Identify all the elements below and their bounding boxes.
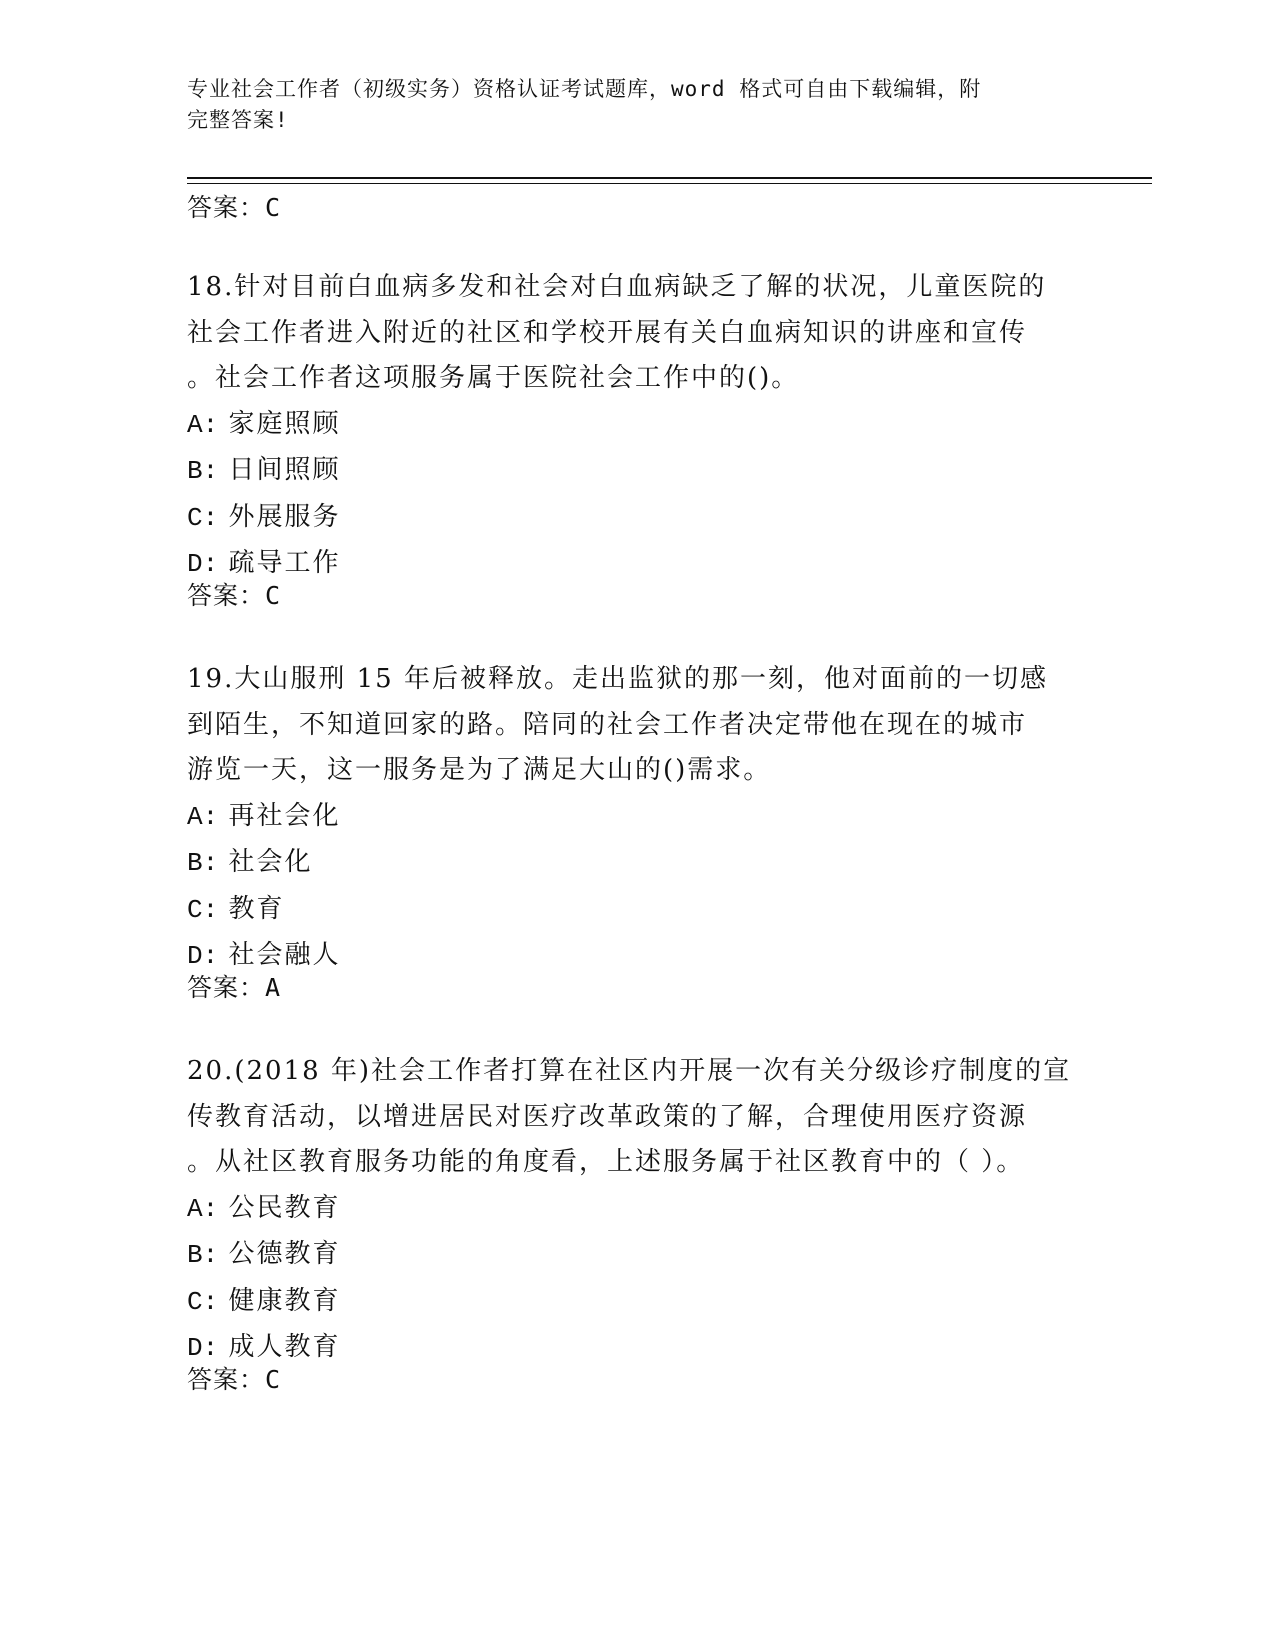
option-text: 疏导工作 — [228, 548, 341, 578]
answer-line-20: 答案：C — [187, 1365, 282, 1394]
stem-line: 20.(2018 年)社会工作者打算在社区内开展一次有关分级诊疗制度的宣 — [187, 1056, 1072, 1086]
stem-line: 传教育活动，以增进居民对医疗改革政策的了解，合理使用医疗资源 — [187, 1101, 1028, 1132]
option-text: 教育 — [228, 893, 285, 924]
option-letter: C: — [187, 502, 219, 533]
option-letter: B: — [187, 848, 219, 878]
option-d — [187, 541, 1087, 588]
option-text: 公德教育 — [228, 1239, 341, 1269]
option-letter: A: — [187, 801, 219, 832]
option-a — [187, 794, 1087, 841]
option-text: 外展服务 — [228, 501, 341, 532]
option-c — [187, 887, 1087, 934]
option-letter: D: — [187, 941, 219, 971]
option-d — [187, 1325, 1087, 1372]
option-a — [187, 1186, 1087, 1233]
question-stem — [187, 1049, 1087, 1186]
answer-line-18: 答案：C — [187, 581, 282, 610]
stem-line: 。社会工作者这项服务属于医院社会工作中的()。 — [187, 363, 800, 393]
option-letter: A: — [187, 409, 219, 440]
option-letter: D: — [187, 1333, 219, 1363]
option-letter: D: — [187, 549, 219, 579]
stem-line: 游览一天，这一服务是为了满足大山的()需求。 — [187, 755, 772, 785]
question-18 — [187, 265, 1087, 588]
stem-line: 。从社区教育服务功能的角度看，上述服务属于社区教育中的（ ）。 — [187, 1147, 1025, 1177]
answer-line-19: 答案：A — [187, 973, 282, 1002]
answer-line-17: 答案：C — [187, 193, 282, 222]
header-rule-thick — [187, 177, 1152, 179]
option-text: 成人教育 — [228, 1332, 341, 1362]
option-text: 社会化 — [228, 847, 313, 877]
question-stem — [187, 265, 1087, 402]
stem-line: 19.大山服刑 15 年后被释放。走出监狱的那一刻，他对面前的一切感 — [187, 664, 1048, 694]
question-stem — [187, 657, 1087, 794]
option-b — [187, 840, 1087, 887]
option-b — [187, 448, 1087, 495]
header-line-2: 完整答案! — [187, 108, 289, 132]
option-letter: C: — [187, 894, 219, 925]
option-text: 社会融人 — [228, 940, 341, 970]
option-text: 再社会化 — [228, 800, 341, 831]
option-letter: B: — [187, 456, 219, 486]
option-a — [187, 402, 1087, 449]
option-c — [187, 1279, 1087, 1326]
option-text: 公民教育 — [228, 1192, 341, 1223]
stem-line: 18.针对目前白血病多发和社会对白血病缺乏了解的状况，儿童医院的 — [187, 272, 1047, 302]
option-letter: C: — [187, 1286, 219, 1317]
option-letter: B: — [187, 1240, 219, 1270]
header-line-1: 专业社会工作者（初级实务）资格认证考试题库，word 格式可自由下载编辑，附 — [187, 77, 982, 101]
document-header — [187, 74, 1087, 136]
question-19 — [187, 657, 1087, 980]
option-text: 健康教育 — [228, 1285, 341, 1316]
stem-line: 到陌生，不知道回家的路。陪同的社会工作者决定带他在现在的城市 — [187, 709, 1028, 740]
stem-line: 社会工作者进入附近的社区和学校开展有关白血病知识的讲座和宣传 — [187, 317, 1028, 348]
option-text: 家庭照顾 — [228, 408, 341, 439]
header-rule-thin — [187, 183, 1152, 184]
option-d — [187, 933, 1087, 980]
option-text: 日间照顾 — [228, 455, 341, 485]
option-letter: A: — [187, 1193, 219, 1224]
option-c — [187, 495, 1087, 542]
option-b — [187, 1232, 1087, 1279]
question-20 — [187, 1049, 1087, 1372]
